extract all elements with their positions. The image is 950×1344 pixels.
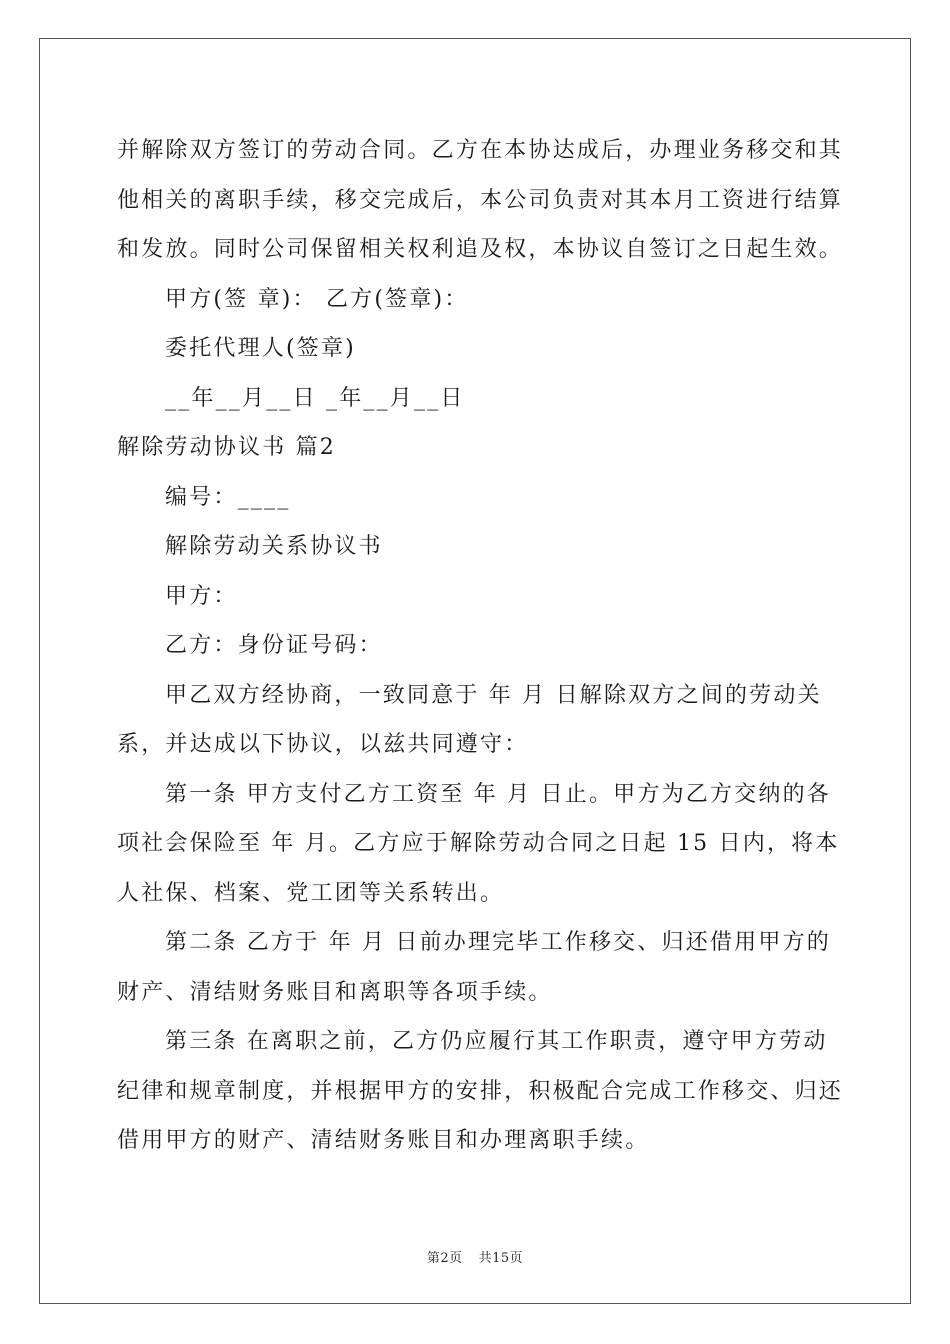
text-line: 他相关的离职手续，移交完成后，本公司负责对其本月工资进行结算 [117,187,844,213]
text-line: 纪律和规章制度，并根据甲方的安排，积极配合完成工作移交、归还 [117,1078,844,1104]
text-line: 第一条 甲方支付乙方工资至 年 月 日止。甲方为乙方交纳的各 [165,781,831,807]
text-line: 甲方(签 章)： 乙方(签章)： [165,286,469,312]
text-line: 第二条 乙方于 年 月 日前办理完毕工作移交、归还借用甲方的 [165,930,831,955]
text-line: 财产、清结财务账目和离职等各项手续。 [117,979,553,1005]
text-line: 甲乙双方经协商，一致同意于 年 月 日解除双方之间的劳动关 [165,682,822,708]
text-line: 编号：____ [165,484,291,510]
text-line: 委托代理人(签章) [165,336,356,361]
text-line: __年__月__日 _年__月__日 [165,385,465,411]
text-line: 借用甲方的财产、清结财务账目和办理离职手续。 [117,1128,650,1153]
text-line: 人社保、档案、党工团等关系转出。 [117,880,505,906]
page-total: 共15页 [478,1251,524,1266]
text-line: 解除劳动关系协议书 [165,534,383,559]
text-line: 甲方： [165,583,238,609]
document-body [117,126,844,1166]
text-line: 和发放。同时公司保留相关权利追及权，本协议自签订之日起生效。 [117,237,844,262]
text-line: 并解除双方签订的劳动合同。乙方在本协达成后，办理业务移交和其 [117,138,844,163]
page-footer [0,1247,950,1266]
text-line: 第三条 在离职之前，乙方仍应履行其工作职责，遵守甲方劳动 [165,1029,828,1054]
text-line: 解除劳动协议书 篇2 [117,435,336,460]
text-line: 项社会保险至 年 月。乙方应于解除劳动合同之日起 15 日内，将本 [117,831,840,856]
text-line: 乙方：身份证号码： [165,633,383,658]
page-number: 第2页 [426,1251,463,1266]
text-line: 系，并达成以下协议，以兹共同遵守： [117,732,529,757]
